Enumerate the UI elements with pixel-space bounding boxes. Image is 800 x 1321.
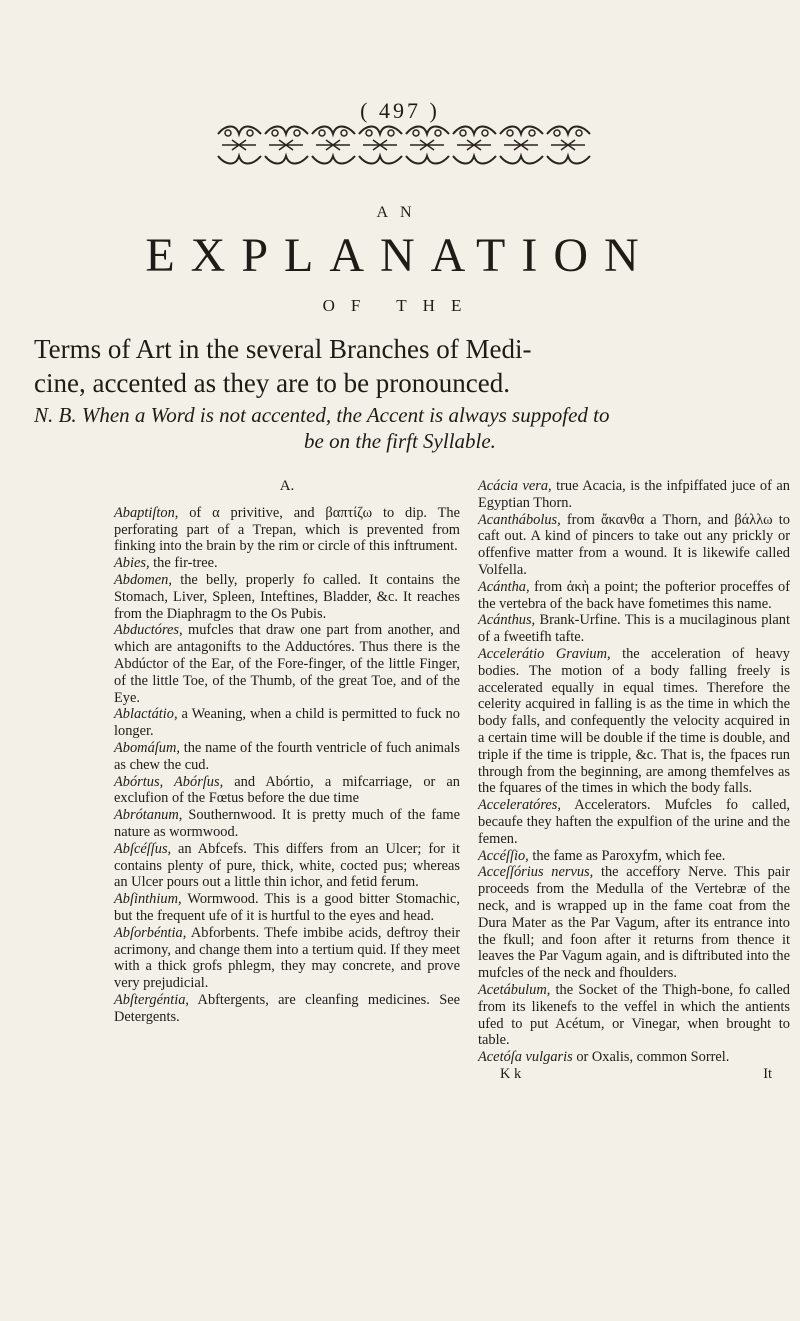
right-entry-list (478, 478, 790, 1066)
entry-definition: an Abfcefs. This differs from an Ulcer; for it contains plenty of pure, thick, white, cocted pus; whereas an Ulcer pours out a little thin ichor, and fetid ferum. (114, 840, 460, 891)
entry-definition: of α privitive, and βαπτίζω to dip. The perforating part of a Trepan, which is prevented from finking into the brain by the rim or circle of this inftrument. (114, 504, 460, 555)
dictionary-entry (114, 622, 460, 706)
catchword: It (763, 1065, 772, 1082)
entry-headword: Accelerátio Gravium, (478, 645, 611, 662)
page-number: ( 497 ) (360, 98, 440, 123)
dictionary-entry (478, 478, 790, 512)
entry-headword: Acceleratóres, (478, 797, 561, 814)
decorative-border-ornament (216, 124, 592, 166)
entry-definition: and Abórtio, a mifcarriage, or an exclufion of the Fœtus before the due time (114, 773, 460, 807)
right-column (478, 478, 790, 1083)
entry-definition: the belly, properly fo called. It contains the Stomach, Liver, Spleen, Inteftines, Bladder, &c. It reaches from the Diaphragm to the Os Pubis. (114, 571, 460, 622)
heading-of-the: OF THE (322, 296, 478, 315)
title-line-2: cine, accented as they are to be pronounced. (34, 368, 511, 398)
section-letter: A. (279, 478, 295, 494)
entry-definition: the fir-tree. (149, 555, 218, 572)
entry-definition: the acceleration of heavy bodies. The motion of a body falling freely is accelerated equally in equal times. Therefore the celerity acquired in falling is as the time in which the body falls, and confequently the velocity acquired in a certain time will be double if the time is double, and triple if the time is tripple, &c. That is, the fpaces run through from the beginning, are among themfelves as the fquares of the times in which the body falls. (478, 645, 791, 797)
signature-mark: K k (500, 1065, 522, 1082)
dictionary-entry (478, 646, 790, 797)
entry-definition: mufcles that draw one part from another, and which are antagonifts to the Adductóres. Thus there is the Abdúctor of the Ear, of the Fore-finger, of the little Finger, of the little Toe, of the Thumb, of the great Toe, and of the Eye. (114, 622, 460, 706)
dictionary-entry (478, 797, 790, 847)
entry-headword: Abſinthium, (114, 891, 182, 908)
entry-headword: Abſcéſſus, (114, 840, 172, 857)
entry-headword: Abaptiſton, (114, 504, 179, 521)
entry-definition: true Acacia, is the infpiffated juce of an Egyptian Thorn. (478, 478, 790, 511)
dictionary-entry (114, 505, 460, 555)
dictionary-entry (114, 774, 460, 808)
dictionary-entry (478, 848, 790, 865)
entry-definition: Wormwood. This is a good bitter Stomachic, but the frequent ufe of it is hurtful to the eyes and head. (114, 891, 460, 924)
entry-definition: a Weaning, when a child is permitted to fuck no longer. (114, 706, 460, 740)
entry-headword: Ablactátio, (114, 706, 178, 723)
dictionary-entry (478, 1049, 790, 1066)
entry-headword: Abdomen, (114, 571, 172, 588)
entry-headword: Abies, (114, 555, 150, 572)
title-line-1: Terms of Art in the several Branches of Medi- (34, 334, 532, 364)
nota-bene-line-2: be on the firft Syllable. (304, 429, 496, 453)
entry-headword: Acántha, (478, 578, 530, 595)
entry-definition: Southernwood. It is pretty much of the fame nature as wormwood. (114, 807, 460, 840)
page-footer (478, 1066, 790, 1083)
entry-definition: Accelerators. Mufcles fo called, becaufe they haften the expulfion of the urine and the femen. (478, 797, 790, 847)
dictionary-entry (478, 579, 790, 613)
dictionary-entry (114, 555, 460, 572)
entry-definition: the Socket of the Thigh-bone, fo called from its likenefs to the veffel in which the antients ufed to put Acétum, or Vinegar, when brought to table. (478, 981, 790, 1049)
dictionary-entry (478, 982, 790, 1049)
entry-headword: Acánthus, (478, 612, 536, 629)
entry-definition: the name of the fourth ventricle of fuch animals as chew the cud. (114, 739, 460, 773)
dictionary-entry (114, 841, 460, 891)
heading-an: AN (376, 204, 424, 221)
heading-explanation: EXPLANATION (145, 229, 655, 282)
dictionary-entry (114, 891, 460, 925)
entry-definition: from ἀκὴ a point; the pofterior proceffes of the vertebra of the back have fometimes this name. (478, 578, 790, 612)
dictionary-entry (114, 740, 460, 774)
dictionary-entry (114, 706, 460, 740)
entry-definition: or Oxalis, common Sorrel. (572, 1049, 730, 1066)
entry-headword: Acetábulum, (478, 981, 551, 998)
entry-headword: Abſorbéntia, (114, 924, 187, 941)
dictionary-entry (478, 864, 790, 982)
entry-headword: Abſtergéntia, (114, 991, 190, 1008)
entry-headword: Abductóres, (114, 622, 183, 639)
dictionary-entry (114, 807, 460, 841)
entry-definition: the acceffory Nerve. This pair proceeds from the Medulla of the Vertebræ of the neck, and is wrapped up in the fame coat from the Dura Mater as the Par Vagum, after its entrance into the fkull; and foon after it returns from thence it leaves the Par Vagum again, and is diftributed into the mufcles of the neck and fhoulders. (478, 864, 790, 982)
dictionary-entry (478, 612, 790, 646)
entry-headword: Acetóſa vulgaris (478, 1049, 573, 1066)
entry-definition: from ἄκανθα a Thorn, and βάλλω to caft out. A kind of pincers to take out any prickly or offenfive matter from a wound. It is likewife called Volfella. (478, 511, 790, 578)
entry-definition: the fame as Paroxyfm, which fee. (528, 847, 726, 864)
entry-definition: Brank-Urfine. This is a mucilaginous plant of a fweetifh tafte. (478, 612, 790, 646)
entry-headword: Accéſſio, (478, 847, 529, 864)
dictionary-entry (114, 572, 460, 622)
entry-headword: Abórtus, Abórſus, (114, 773, 224, 790)
nota-bene-line-1: N. B. When a Word is not accented, the Accent is always suppofed to (34, 403, 610, 427)
entry-headword: Abrótanum, (114, 807, 183, 824)
entry-headword: Acceſſórius nervus, (478, 864, 594, 881)
entry-headword: Acanthábolus, (478, 511, 561, 528)
entry-headword: Acácia vera, (478, 478, 552, 494)
dictionary-entry (478, 512, 790, 579)
entry-definition: Abftergents, are cleanfing medicines. See Detergents. (114, 991, 460, 1025)
entry-definition: Abforbents. Thefe imbibe acids, deftroy their acrimony, and change them into a tertium quid. If they meet with a thick grofs phlegm, they may concrete, and prove very prejudicial. (114, 924, 460, 992)
dictionary-entry (114, 925, 460, 992)
left-column (114, 478, 460, 1026)
dictionary-entry (114, 992, 460, 1026)
left-entry-list (114, 505, 460, 1026)
entry-headword: Abomáſum, (114, 739, 180, 756)
